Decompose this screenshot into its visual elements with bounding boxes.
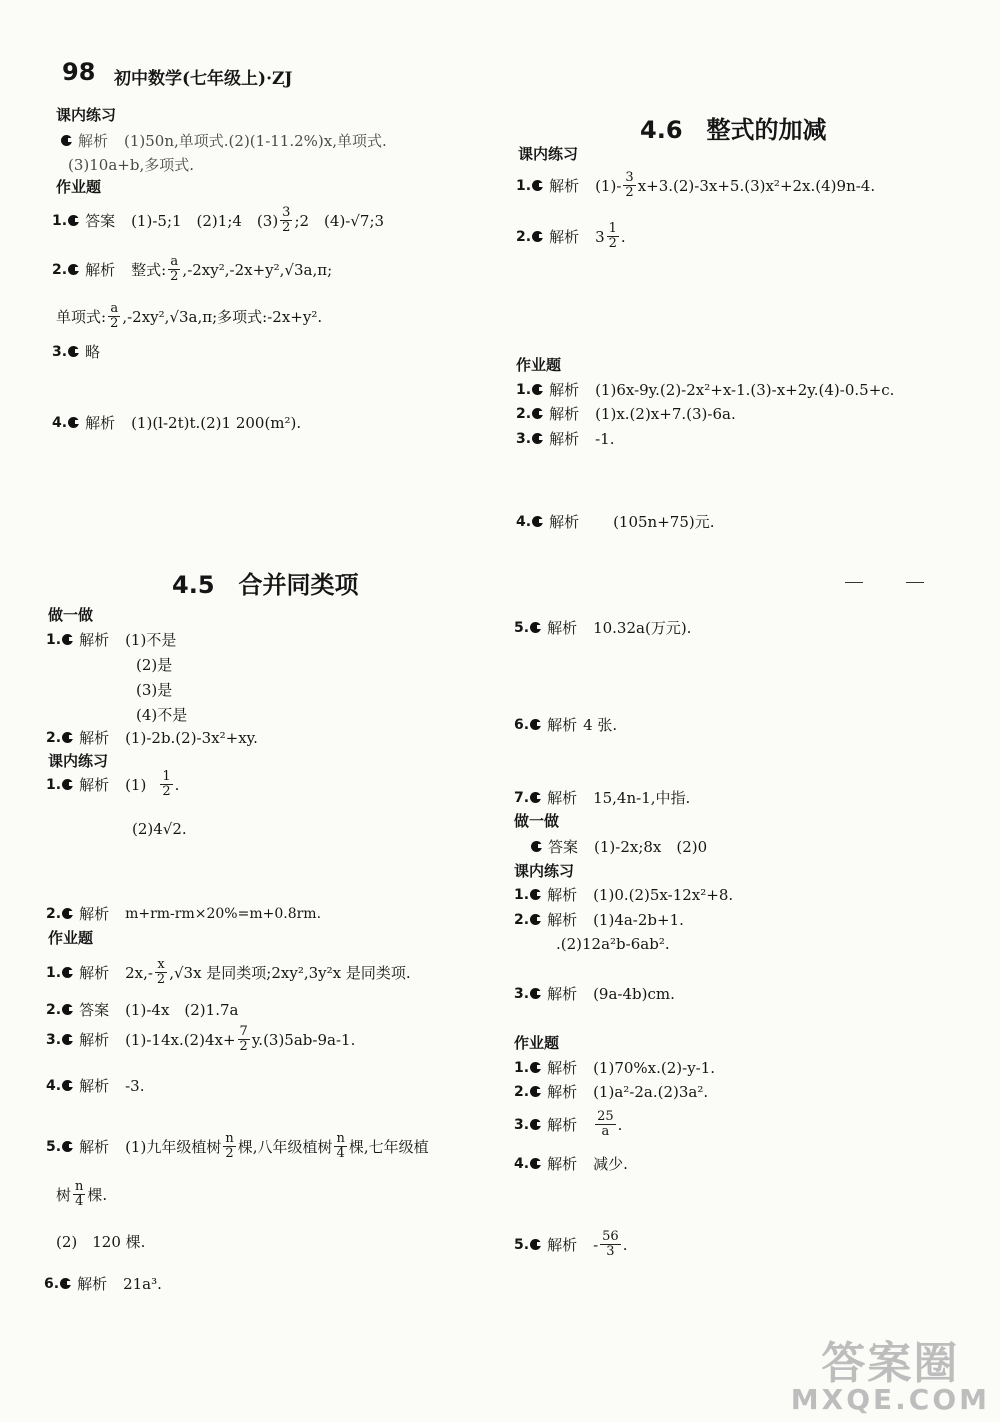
answer-item-1: 1. 解析 2x,- $\frac{x}{2}$ ,√3x 是同类项;2xy²,3y²x 是同类项. <box>46 957 411 987</box>
answer-bullet-icon <box>530 719 541 730</box>
answer-item-5: 5. 解析 (1)九年级植树 $\frac{n}{2}$ 棵,八年级植树 $\frac{n}{4}$ 棵,七年级植 <box>46 1131 429 1161</box>
heading-kenei-lianxi: 课内练习 <box>56 106 117 124</box>
answer-item-1: 1. 解析 (1)- $\frac{3}{2}$ x+3.(2)-3x+5.(3)x²+2x.(4)9n-4. <box>516 170 876 200</box>
answer-subline: (2)4√2. <box>132 820 187 838</box>
answer-bullet-icon <box>68 215 79 226</box>
answer-bullet-icon <box>530 1062 541 1073</box>
heading-zuoye: 作业题 <box>516 356 562 374</box>
answer-bullet-icon <box>68 264 79 275</box>
answer-item-2: 2. 解析 (1)a²-2a.(2)3a². <box>514 1082 709 1101</box>
answer-item-2: 2. 解析 m+rm-rm×20%=m+0.8rm. <box>46 905 322 923</box>
answer-bullet-icon <box>532 231 543 242</box>
heading-zuo-yi-zuo: 做一做 <box>514 812 560 830</box>
heading-zuoye: 作业题 <box>514 1034 560 1052</box>
heading-zuoye: 作业题 <box>48 929 94 947</box>
answer-item-2: 2. 解析 3 $\frac{1}{2}$ . <box>516 221 626 251</box>
answer-bullet-icon <box>530 792 541 803</box>
answer-bullet-icon <box>530 914 541 925</box>
heading-zuo-yi-zuo: 做一做 <box>48 606 94 624</box>
answer-item-2: 2. 答案 (1)-4x (2)1.7a <box>46 1001 239 1019</box>
answer-bullet-icon <box>60 1278 71 1289</box>
answer-item-5-cont: 树 $\frac{n}{4}$ 棵. <box>56 1179 108 1209</box>
answer-item-2: 2. 解析 (1)4a-2b+1. <box>514 910 684 929</box>
answer-item-2: 2. 解析 (1)x.(2)x+7.(3)-6a. <box>516 404 736 423</box>
answer-line: 解析 (1)50n,单项式.(2)(1-11.2%)x,单项式. <box>60 130 387 151</box>
answer-item-3: 3. 解析 (1)-14x.(2)4x+ $\frac{7}{2}$ y.(3)5ab-9a-1. <box>46 1024 356 1054</box>
answer-item-3: 3. 解析 -1. <box>516 429 615 448</box>
answer-subline: (3)是 <box>136 681 173 699</box>
answer-item-2: 2. 解析 整式: $\frac{a}{2}$ ,-2xy²,-2x+y²,√3a,π; <box>52 254 333 284</box>
answer-item-4: 4. 解析 (1)(l-2t)t.(2)1 200(m²). <box>52 413 302 432</box>
answer-item-5: 5. 解析 10.32a(万元). <box>514 619 692 637</box>
answer-bullet-icon <box>532 433 543 444</box>
answer-subline: (2) 120 棵. <box>56 1233 146 1251</box>
answer-bullet-icon <box>532 408 543 419</box>
answer-bullet-icon <box>62 1034 73 1045</box>
answer-bullet-icon <box>62 779 73 790</box>
answer-bullet-icon <box>530 1239 541 1250</box>
answer-bullet-icon <box>62 1080 73 1091</box>
answer-item-1: 1. 解析 (1)不是 <box>46 631 177 649</box>
heading-kenei-lianxi: 课内练习 <box>518 145 579 163</box>
answer-item-1: 1. 解析 (1)0.(2)5x-12x²+8. <box>514 885 734 904</box>
answer-bullet-icon <box>62 1141 73 1152</box>
answer-bullet-icon <box>532 384 543 395</box>
scan-mark <box>845 582 863 583</box>
answer-item-7: 7. 解析 15,4n-1,中指. <box>514 789 691 807</box>
answer-bullet-icon <box>62 732 73 743</box>
answer-bullet-icon <box>530 988 541 999</box>
answer-subline: .(2)12a²b-6ab². <box>556 935 670 953</box>
answer-item-6: 6. 解析 21a³. <box>44 1274 162 1293</box>
section-title-4-5: 4.5 合并同类项 <box>172 571 359 599</box>
answer-line: (3)10a+b,多项式. <box>68 156 194 174</box>
answer-bullet-icon <box>62 1004 73 1015</box>
page-number: 98 <box>62 58 96 86</box>
answer-item-2: 2. 解析 (1)-2b.(2)-3x²+xy. <box>46 728 258 747</box>
answer-subline: (2)是 <box>136 656 173 674</box>
answer-bullet-icon <box>530 889 541 900</box>
answer-bullet-icon <box>532 180 543 191</box>
answer-item-5: 5. 解析 - $\frac{56}{3}$ . <box>514 1229 628 1259</box>
answer-item-4: 4. 解析 减少. <box>514 1155 628 1173</box>
answer-item: 答案 (1)-2x;8x (2)0 <box>530 836 707 857</box>
heading-kenei-lianxi: 课内练习 <box>514 862 575 880</box>
section-title-4-6: 4.6 整式的加减 <box>640 116 827 144</box>
answer-bullet-icon <box>68 346 79 357</box>
answer-bullet-icon <box>530 622 541 633</box>
answer-bullet-icon <box>531 841 542 852</box>
answer-bullet-icon <box>62 634 73 645</box>
answer-subline: (4)不是 <box>136 706 188 724</box>
answer-bullet-icon <box>62 967 73 978</box>
answer-bullet-icon <box>530 1086 541 1097</box>
answer-item-4: 4. 解析 (105n+75)元. <box>516 513 715 531</box>
answer-item-6: 6. 解析 4 张. <box>514 716 618 734</box>
answer-bullet-icon <box>530 1119 541 1130</box>
answer-item-3: 3. 解析 (9a-4b)cm. <box>514 984 675 1003</box>
answer-item-1: 1. 解析 (1)70%x.(2)-y-1. <box>514 1058 716 1077</box>
answer-bullet-icon <box>530 1158 541 1169</box>
answer-bullet-icon <box>532 516 543 527</box>
answer-item-1: 1. 解析 (1) $\frac{1}{2}$ . <box>46 769 180 799</box>
watermark-logo: 答案圈 MXQE.COM <box>790 1338 990 1416</box>
heading-zuoye: 作业题 <box>56 178 102 196</box>
answer-item-4: 4. 解析 -3. <box>46 1076 145 1095</box>
answer-bullet-icon <box>68 417 79 428</box>
answer-item-1: 1. 答案 (1)-5;1 (2)1;4 (3) $\frac{3}{2}$ ;2 (4)-√7;3 <box>52 205 385 235</box>
answer-item-1: 1. 解析 (1)6x-9y.(2)-2x²+x-1.(3)-x+2y.(4)-0.5+c. <box>516 380 895 399</box>
book-title: 初中数学(七年级上)·ZJ <box>114 69 293 89</box>
answer-item-3: 3. 略 <box>52 343 101 361</box>
answer-bullet-icon <box>61 135 72 146</box>
answer-item-2-cont: 单项式: $\frac{a}{2}$ ,-2xy²,√3a,π;多项式:-2x+y². <box>56 301 323 331</box>
scan-mark <box>906 582 924 583</box>
heading-kenei-lianxi: 课内练习 <box>48 752 109 770</box>
answer-item-3: 3. 解析 $\frac{25}{a}$ . <box>514 1109 623 1139</box>
answer-bullet-icon <box>62 908 73 919</box>
